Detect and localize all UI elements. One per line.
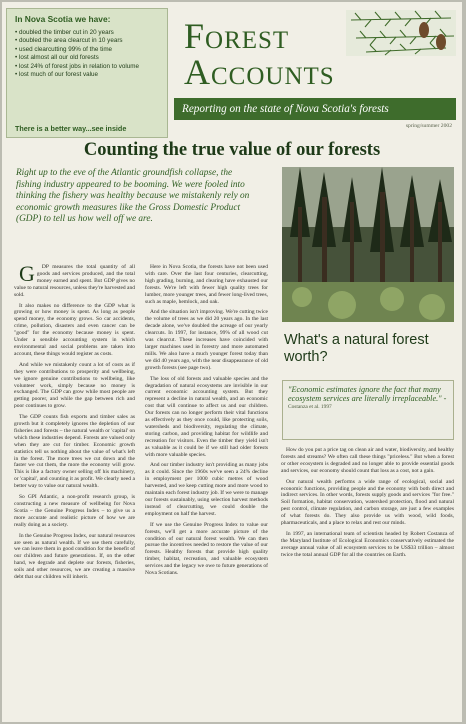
fact-item: • lost much of our forest value (15, 71, 99, 79)
paragraph: It also makes no difference to the GDP what is growing or how money is spent. As long as people spend money, the economy grows. So car accidents, crime, pollution, disasters and even cancer can be "good" for the economy because money is spent. Under a sensible accounting system in which environmental and social problems are taken into account, these things would register as costs. (14, 302, 135, 357)
fact-item: • doubled the timber cut in 20 years (15, 29, 114, 36)
issue-date: spring/summer 2002 (405, 123, 452, 129)
forest-photo (282, 167, 454, 322)
paragraph: And while we mistakenly count a lot of costs as if they were contributions to prosperity and wellbeing, we ignore genuine contributions to wellbeing, like volunteer work, simply because no money is exchanged. The GDP can grow while most people are getting poorer, and while the gap between rich and poor continues to grow. (14, 361, 135, 410)
newsletter-page (2, 2, 462, 722)
facts-heading: In Nova Scotia we have: (15, 14, 111, 24)
pull-quote-text: "Economic estimates ignore the fact that many ecosystem services are literally irreplaceable." - (288, 385, 447, 404)
paragraph: How do you put a price tag on clean air and water, biodiversity, and healthy forests and streams? We often call these things "priceless." But when a forest or other ecosystem is degraded and no longer able to provide essential goods and services, our economy should count that loss as a cost, not a gain. (281, 447, 454, 474)
pine-branch-icon (346, 10, 456, 56)
paragraph: DP measures the total quantity of all goods and services produced, and the total money earned and spent. But GDP gives no value to natural resources, unless they're harvested and sold. (14, 264, 135, 298)
masthead-tagline-band (174, 98, 456, 120)
drop-cap: G (19, 264, 35, 286)
fact-item: • lost 24% of forest jobs in relation to volume (15, 62, 140, 70)
paragraph: In the Genuine Progress Index, our natural resources are seen as natural wealth. If we use them carefully, we can leave them in good condition for the benefit of our children and future generations. If, on the other hand, we degrade and deplete our forests, fisheries, soils and other resources, we are creating a massive debt that our children will inherit. (14, 532, 135, 581)
fact-item: • lost almost all our old forests (15, 54, 99, 62)
article-column-2 (145, 264, 268, 714)
fact-item: • used clearcutting 99% of the time (15, 45, 113, 53)
facts-footer: There is a better way...see inside (15, 124, 127, 133)
pull-quote-citation: Costanza et al. 1997 (288, 404, 332, 411)
paragraph: If we use the Genuine Progress Index to value our forests, we'll get a more accurate picture of the condition of our natural forest wealth. We can then pursue the incentives needed to restore the value of our forests. Healthy forests that provide high quality timber, habitat, recreation, and valuable ecosystem services and the legacy we owe to future generations of Nova Scotians. (145, 521, 268, 577)
facts-list (7, 29, 167, 79)
paragraph: The loss of old forests and valuable species and the degradation of natural ecosystems are invisible in our current economic accounting system. But they represent a decline in natural wealth, and an economic cost that will continue to affect us and our children. Our forests can no longer perform their vital functions as effectively as they once could, like protecting soils, watersheds and biodiversity, regulating the climate, storing carbon, and providing habitat for wildlife and recreation for visitors. Even the timber they yield isn't as valuable as it could be if we still had older forests with more valuable species. (145, 375, 268, 458)
paragraph: In 1997, an international team of scientists headed by Robert Costanza of the Maryland Institute of Ecological Economics conservatively estimated the average annual value of all ecosystem services to be US$33 trillion – almost twice the total annual GDP for all the countries on Earth. (281, 530, 454, 558)
paragraph: So GPI Atlantic, a non-profit research group, is constructing a new measure of wellbeing for Nova Scotia – the Genuine Progress Index – to give us a more accurate and realistic picture of how we are really doing as a society. (14, 494, 135, 528)
masthead (174, 10, 456, 130)
side-feature-column (281, 447, 454, 717)
masthead-tagline: Reporting on the state of Nova Scotia's forests (182, 103, 389, 115)
paragraph: And our timber industry isn't providing as many jobs as it could. Since the 1960s we've seen a 24% decline in employment per 1000 cubic metres of wood harvested, and we keep cutting more and more wood to maintain each forest industry job. If we were to manage our forests sustainably, using selection harvest methods instead of clearcutting, we could double the employment on half the harvest. (145, 462, 268, 517)
article-headline: Counting the true value of our forests (83, 140, 381, 160)
fact-item: • doubled the area clearcut in 10 years (15, 37, 123, 45)
paragraph: Our natural wealth performs a wide range of ecological, social and economic functions, providing people and the economy with both direct and indirect services. In other words, forests supply goods and services "for free." Soil formation, habitat conservation, watershed protection, flood and natural pest control, climate regulation, and carbon storage, are just a few examples of what forests do. They also provide us with wood, wild foods, pharmaceuticals, and a place to relax and rest our minds. (281, 478, 454, 527)
article-intro: Right up to the eve of the Atlantic groundfish collapse, the fishing industry appeared to be booming. We were fooled into thinking the fishery was healthy because we mistakenly rely on economic growth measures like the Gross Domestic Product (GDP) to tell us how well off we are. (16, 168, 250, 225)
paragraph: Here in Nova Scotia, the forests have not been used with care. Over the last four centuries, clearcutting, high grading, burning, and clearing have exhausted our forests. We're left with fewer high quality trees for lumber, more younger trees, and fewer long-lived trees, such as maple, hemlock, and oak. (145, 264, 268, 305)
pull-quote (282, 380, 454, 440)
paragraph: The GDP counts fish exports and timber sales as growth but it completely ignores the depletion of our fisheries and forests – the natural wealth or 'capital' on which these industries depend. Forests are valued only when they are cut for timber. Economic growth statistics tell us nothing about the value of what's left in the forest. The more trees we cut down and the faster we cut them, the more the economy will grow. This is like a factory owner selling off his machinery, or 'capital', and counting it as profit. We clearly need a better way to value our natural wealth. (14, 414, 135, 490)
facts-box (6, 8, 168, 138)
paragraph: And the situation isn't improving. We're cutting twice the volume of trees as we did 20 years ago. In the last decade alone, we've doubled the acreage of our yearly clearcuts. In 1997, for instance, 99% of all wood cut was clearcut. These increases have coincided with larger machines used in forestry and more automated mills. We also have a much younger forest today than we did 40 years ago, with the near disappearance of old growth forests (see page two). (145, 309, 268, 371)
article-column-1 (14, 264, 135, 714)
side-feature-title: What's a natural forest worth? (284, 332, 429, 365)
masthead-title-line1: Forest (184, 16, 290, 56)
masthead-title-line2: Accounts (184, 52, 335, 92)
